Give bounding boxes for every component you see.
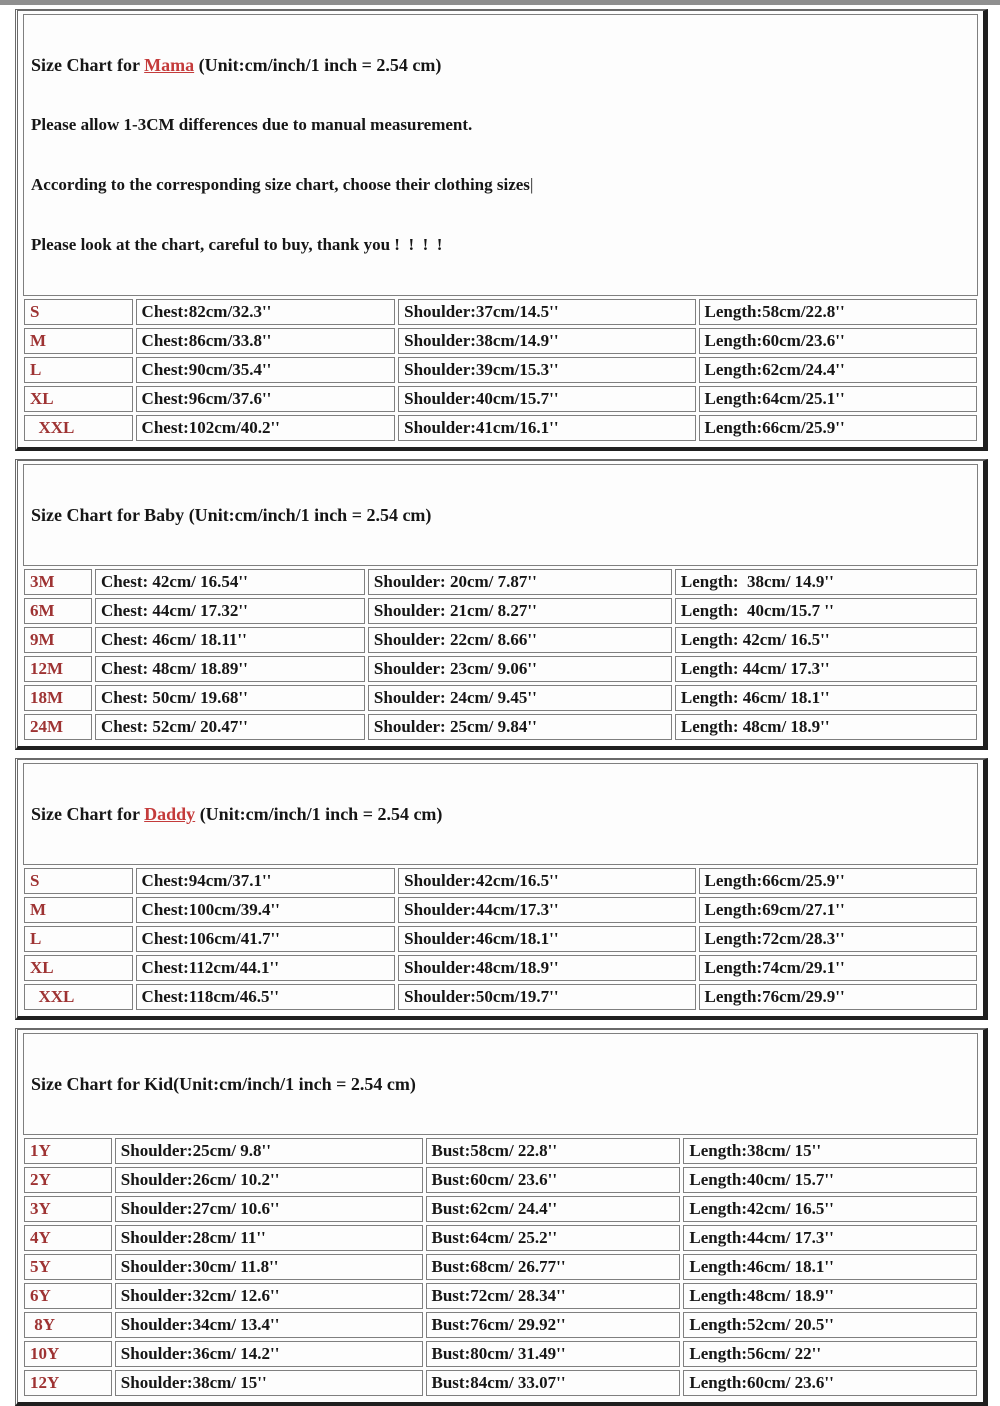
size-cell: XXL xyxy=(24,984,133,1010)
table-row xyxy=(24,926,977,952)
table-row xyxy=(24,868,977,894)
size-chart-panel-mama xyxy=(15,9,988,451)
daddy-title xyxy=(31,802,970,826)
size-cell: XL xyxy=(24,955,133,981)
title-suffix: (Unit:cm/inch/1 inch = 2.54 cm) xyxy=(173,1074,416,1094)
length-cell: Length:76cm/29.9'' xyxy=(699,984,978,1010)
chest-cell: Chest:100cm/39.4'' xyxy=(136,897,396,923)
shoulder-cell: Shoulder:40cm/15.7'' xyxy=(398,386,695,412)
size-cell: L xyxy=(24,926,133,952)
shoulder-cell: Shoulder:30cm/ 11.8'' xyxy=(115,1254,423,1280)
table-row xyxy=(24,1196,977,1222)
shoulder-cell: Shoulder: 22cm/ 8.66'' xyxy=(368,627,672,653)
title-suffix: (Unit:cm/inch/1 inch = 2.54 cm) xyxy=(184,505,432,525)
table-row xyxy=(24,627,977,653)
mama-size-table xyxy=(21,296,980,444)
length-cell: Length:62cm/24.4'' xyxy=(699,357,978,383)
title-prefix: Size Chart for xyxy=(31,55,145,75)
size-cell: XXL xyxy=(24,415,133,441)
table-row xyxy=(24,415,977,441)
length-cell: Length:74cm/29.1'' xyxy=(699,955,978,981)
chest-cell: Chest:96cm/37.6'' xyxy=(136,386,396,412)
size-cell: 1Y xyxy=(24,1138,112,1164)
chest-cell: Chest: 50cm/ 19.68'' xyxy=(95,685,365,711)
shoulder-cell: Shoulder:38cm/14.9'' xyxy=(398,328,695,354)
title-prefix: Size Chart for xyxy=(31,1074,145,1094)
size-cell: 18M xyxy=(24,685,92,711)
shoulder-cell: Shoulder: 25cm/ 9.84'' xyxy=(368,714,672,740)
shoulder-cell: Shoulder:48cm/18.9'' xyxy=(398,955,695,981)
kid-header-box xyxy=(23,1033,978,1135)
bust-cell: Bust:68cm/ 26.77'' xyxy=(426,1254,681,1280)
size-cell: 24M xyxy=(24,714,92,740)
table-row xyxy=(24,1312,977,1338)
table-row xyxy=(24,357,977,383)
shoulder-cell: Shoulder:50cm/19.7'' xyxy=(398,984,695,1010)
size-chart-panel-baby xyxy=(15,459,988,750)
mama-header-box xyxy=(23,14,978,296)
note-choose-size-text: According to the corresponding size chart, choose their clothing sizes xyxy=(31,175,530,194)
shoulder-cell: Shoulder:37cm/14.5'' xyxy=(398,299,695,325)
length-cell: Length:60cm/ 23.6'' xyxy=(683,1370,977,1396)
title-suffix: (Unit:cm/inch/1 inch = 2.54 cm) xyxy=(195,804,443,824)
table-row xyxy=(24,656,977,682)
bust-cell: Bust:62cm/ 24.4'' xyxy=(426,1196,681,1222)
size-cell: 12M xyxy=(24,656,92,682)
bust-cell: Bust:76cm/ 29.92'' xyxy=(426,1312,681,1338)
table-row xyxy=(24,299,977,325)
size-cell: M xyxy=(24,328,133,354)
size-cell: 6M xyxy=(24,598,92,624)
length-cell: Length:38cm/ 15'' xyxy=(683,1138,977,1164)
length-cell: Length: 44cm/ 17.3'' xyxy=(675,656,977,682)
mama-title xyxy=(31,53,970,77)
shoulder-cell: Shoulder:38cm/ 15'' xyxy=(115,1370,423,1396)
length-cell: Length:46cm/ 18.1'' xyxy=(683,1254,977,1280)
table-row xyxy=(24,328,977,354)
shoulder-cell: Shoulder: 23cm/ 9.06'' xyxy=(368,656,672,682)
table-row xyxy=(24,1225,977,1251)
size-chart-panel-daddy xyxy=(15,758,988,1020)
title-name-mama: Mama xyxy=(144,55,195,75)
chest-cell: Chest:118cm/46.5'' xyxy=(136,984,396,1010)
chest-cell: Chest: 42cm/ 16.54'' xyxy=(95,569,365,595)
length-cell: Length:58cm/22.8'' xyxy=(699,299,978,325)
table-row xyxy=(24,386,977,412)
bust-cell: Bust:60cm/ 23.6'' xyxy=(426,1167,681,1193)
length-cell: Length:66cm/25.9'' xyxy=(699,868,978,894)
length-cell: Length: 38cm/ 14.9'' xyxy=(675,569,977,595)
table-row xyxy=(24,984,977,1010)
shoulder-cell: Shoulder:26cm/ 10.2'' xyxy=(115,1167,423,1193)
chest-cell: Chest:86cm/33.8'' xyxy=(136,328,396,354)
chest-cell: Chest:112cm/44.1'' xyxy=(136,955,396,981)
shoulder-cell: Shoulder:34cm/ 13.4'' xyxy=(115,1312,423,1338)
length-cell: Length: 48cm/ 18.9'' xyxy=(675,714,977,740)
size-cell: 10Y xyxy=(24,1341,112,1367)
length-cell: Length:64cm/25.1'' xyxy=(699,386,978,412)
kid-size-table xyxy=(21,1135,980,1399)
shoulder-cell: Shoulder:28cm/ 11'' xyxy=(115,1225,423,1251)
bust-cell: Bust:58cm/ 22.8'' xyxy=(426,1138,681,1164)
shoulder-cell: Shoulder:44cm/17.3'' xyxy=(398,897,695,923)
size-cell: L xyxy=(24,357,133,383)
shoulder-cell: Shoulder:32cm/ 12.6'' xyxy=(115,1283,423,1309)
size-cell: 3M xyxy=(24,569,92,595)
length-cell: Length:69cm/27.1'' xyxy=(699,897,978,923)
title-name-baby: Baby xyxy=(144,505,185,525)
length-cell: Length:72cm/28.3'' xyxy=(699,926,978,952)
title-name-kid: Kid xyxy=(144,1074,174,1094)
text-cursor: | xyxy=(529,175,532,194)
table-row xyxy=(24,1138,977,1164)
table-row xyxy=(24,897,977,923)
size-cell: 2Y xyxy=(24,1167,112,1193)
daddy-header-box xyxy=(23,763,978,865)
chest-cell: Chest: 52cm/ 20.47'' xyxy=(95,714,365,740)
shoulder-cell: Shoulder:39cm/15.3'' xyxy=(398,357,695,383)
daddy-size-table xyxy=(21,865,980,1013)
shoulder-cell: Shoulder:36cm/ 14.2'' xyxy=(115,1341,423,1367)
size-cell: 6Y xyxy=(24,1283,112,1309)
kid-title xyxy=(31,1072,970,1096)
length-cell: Length:56cm/ 22'' xyxy=(683,1341,977,1367)
chest-cell: Chest: 44cm/ 17.32'' xyxy=(95,598,365,624)
note-thank-you: Please look at the chart, careful to buy, thank you ! ! ! ! xyxy=(31,235,443,254)
top-border-strip xyxy=(0,0,1000,5)
size-cell: 9M xyxy=(24,627,92,653)
shoulder-cell: Shoulder:46cm/18.1'' xyxy=(398,926,695,952)
table-row xyxy=(24,569,977,595)
shoulder-cell: Shoulder:25cm/ 9.8'' xyxy=(115,1138,423,1164)
shoulder-cell: Shoulder: 24cm/ 9.45'' xyxy=(368,685,672,711)
table-row xyxy=(24,1341,977,1367)
size-chart-panel-kid xyxy=(15,1028,988,1406)
length-cell: Length:60cm/23.6'' xyxy=(699,328,978,354)
chest-cell: Chest: 46cm/ 18.11'' xyxy=(95,627,365,653)
size-cell: 4Y xyxy=(24,1225,112,1251)
baby-header-box xyxy=(23,464,978,566)
length-cell: Length:52cm/ 20.5'' xyxy=(683,1312,977,1338)
baby-title xyxy=(31,503,970,527)
length-cell: Length:40cm/ 15.7'' xyxy=(683,1167,977,1193)
title-prefix: Size Chart for xyxy=(31,505,145,525)
size-cell: 3Y xyxy=(24,1196,112,1222)
size-cell: M xyxy=(24,897,133,923)
table-row xyxy=(24,1167,977,1193)
size-cell: 5Y xyxy=(24,1254,112,1280)
chest-cell: Chest:106cm/41.7'' xyxy=(136,926,396,952)
length-cell: Length: 40cm/15.7 '' xyxy=(675,598,977,624)
length-cell: Length:48cm/ 18.9'' xyxy=(683,1283,977,1309)
shoulder-cell: Shoulder: 21cm/ 8.27'' xyxy=(368,598,672,624)
title-suffix: (Unit:cm/inch/1 inch = 2.54 cm) xyxy=(194,55,442,75)
shoulder-cell: Shoulder:27cm/ 10.6'' xyxy=(115,1196,423,1222)
title-name-daddy: Daddy xyxy=(144,804,196,824)
length-cell: Length: 46cm/ 18.1'' xyxy=(675,685,977,711)
size-cell: XL xyxy=(24,386,133,412)
size-cell: S xyxy=(24,868,133,894)
chest-cell: Chest:82cm/32.3'' xyxy=(136,299,396,325)
bust-cell: Bust:72cm/ 28.34'' xyxy=(426,1283,681,1309)
length-cell: Length:66cm/25.9'' xyxy=(699,415,978,441)
length-cell: Length:44cm/ 17.3'' xyxy=(683,1225,977,1251)
table-row xyxy=(24,1283,977,1309)
baby-size-table xyxy=(21,566,980,743)
chest-cell: Chest: 48cm/ 18.89'' xyxy=(95,656,365,682)
table-row xyxy=(24,714,977,740)
size-cell: S xyxy=(24,299,133,325)
note-measurement: Please allow 1-3CM differences due to manual measurement. xyxy=(31,115,473,134)
table-row xyxy=(24,1370,977,1396)
size-cell: 12Y xyxy=(24,1370,112,1396)
chest-cell: Chest:94cm/37.1'' xyxy=(136,868,396,894)
length-cell: Length:42cm/ 16.5'' xyxy=(683,1196,977,1222)
size-cell: 8Y xyxy=(24,1312,112,1338)
title-prefix: Size Chart for xyxy=(31,804,145,824)
table-row xyxy=(24,685,977,711)
shoulder-cell: Shoulder:41cm/16.1'' xyxy=(398,415,695,441)
length-cell: Length: 42cm/ 16.5'' xyxy=(675,627,977,653)
chest-cell: Chest:102cm/40.2'' xyxy=(136,415,396,441)
shoulder-cell: Shoulder: 20cm/ 7.87'' xyxy=(368,569,672,595)
note-choose-size xyxy=(31,173,970,197)
bust-cell: Bust:80cm/ 31.49'' xyxy=(426,1341,681,1367)
table-row xyxy=(24,955,977,981)
table-row xyxy=(24,598,977,624)
shoulder-cell: Shoulder:42cm/16.5'' xyxy=(398,868,695,894)
chest-cell: Chest:90cm/35.4'' xyxy=(136,357,396,383)
table-row xyxy=(24,1254,977,1280)
bust-cell: Bust:84cm/ 33.07'' xyxy=(426,1370,681,1396)
bust-cell: Bust:64cm/ 25.2'' xyxy=(426,1225,681,1251)
